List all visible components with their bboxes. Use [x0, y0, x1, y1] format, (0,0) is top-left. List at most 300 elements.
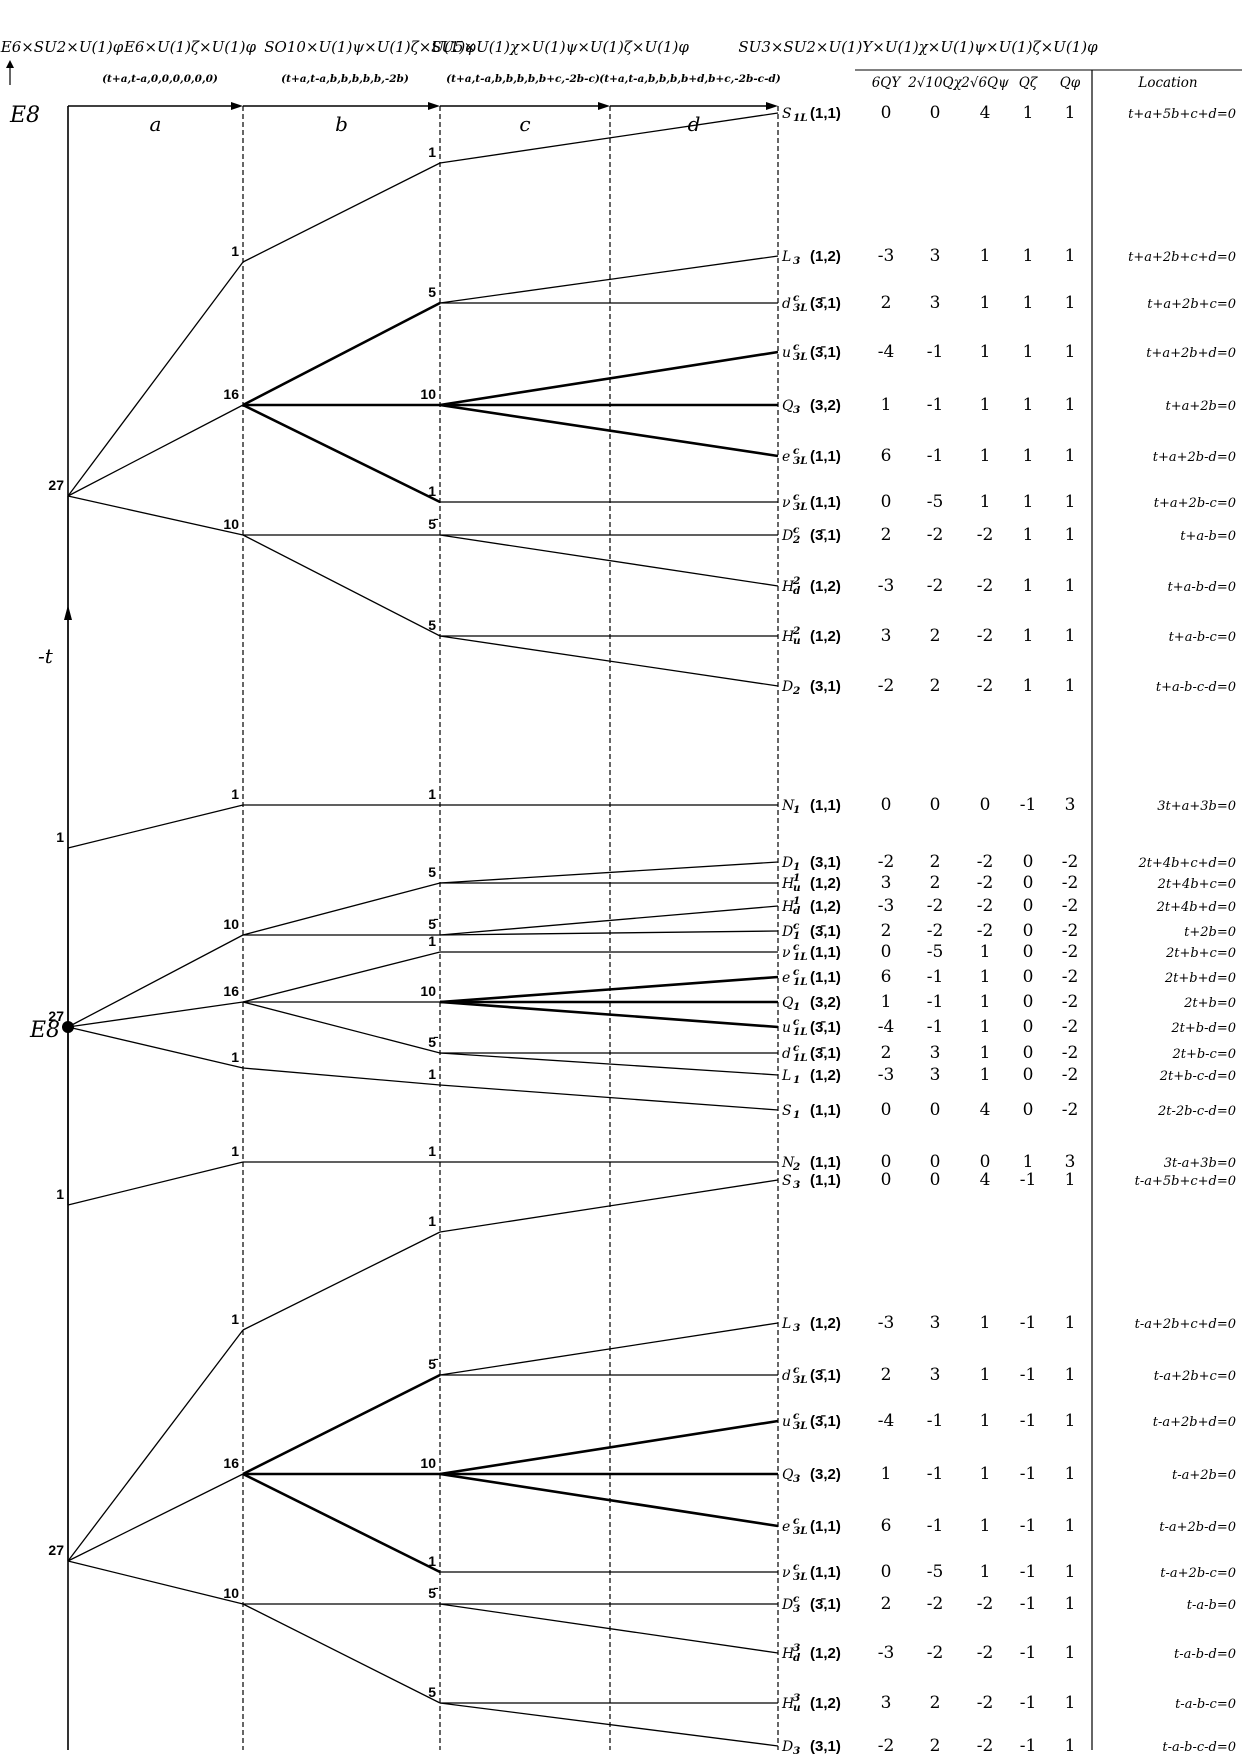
charge-4: -1: [1019, 1693, 1037, 1713]
charge-4: 0: [1022, 1100, 1034, 1120]
field-superscript: c: [793, 491, 800, 503]
charge-1: 0: [880, 795, 892, 815]
row-5: [782, 395, 1236, 416]
field-symbol: ν: [782, 1565, 791, 1581]
branch-edge-11: [68, 935, 243, 1027]
charge-2: -2: [926, 1594, 944, 1614]
field-subscript: 3L: [793, 501, 808, 513]
charge-3: -2: [976, 1594, 994, 1614]
representation: (1,2): [810, 1315, 841, 1332]
charge-3: 0: [979, 1152, 991, 1172]
representation: (1,1): [810, 1102, 841, 1119]
charge-2: 0: [929, 1100, 941, 1120]
field-subscript: u: [793, 1702, 801, 1714]
charge-1: 1: [880, 395, 892, 415]
branch-edge-9: [243, 535, 440, 636]
field-superscript: 3: [793, 1642, 801, 1654]
field-subscript: 2: [793, 534, 801, 546]
location-condition: t+a+5b+c+d=0: [1128, 107, 1236, 122]
charge-3: 1: [979, 967, 991, 987]
field-subscript: 1L: [793, 112, 808, 124]
row-10: [781, 625, 1236, 647]
charge-1: 0: [880, 103, 892, 123]
field-symbol: d: [782, 1368, 791, 1384]
charge-3: 1: [979, 1017, 991, 1037]
charge-1: 1: [880, 1464, 892, 1484]
charge-header-1: 6QY: [871, 75, 901, 91]
location-condition: t+a-b-c=0: [1168, 630, 1236, 645]
charge-3: 1: [979, 1365, 991, 1385]
charge-4: 1: [1022, 492, 1034, 512]
field-subscript: u: [793, 882, 801, 894]
representation: (3,1): [810, 854, 841, 871]
field-subscript: 1: [793, 1001, 801, 1013]
charge-3: 1: [979, 1313, 991, 1333]
segment-label-4: d: [687, 112, 701, 136]
row-31: [782, 1561, 1236, 1583]
charge-2: -1: [926, 967, 944, 987]
field-subscript: 1L: [793, 1052, 808, 1064]
charge-5: 1: [1064, 103, 1076, 123]
charge-2: 0: [929, 103, 941, 123]
location-condition: 2t+4b+c+d=0: [1138, 856, 1236, 871]
charge-3: -2: [976, 873, 994, 893]
charge-4: 0: [1022, 967, 1034, 987]
row-19: [782, 992, 1236, 1013]
row-6: [782, 445, 1236, 467]
node-label-d1: 1: [428, 786, 436, 802]
location-condition: t-a+2b=0: [1171, 1468, 1236, 1483]
charge-3: 4: [979, 1100, 991, 1120]
charge-5: 3: [1064, 795, 1076, 815]
charge-5: 1: [1064, 293, 1076, 313]
node-label-b3: 10: [420, 386, 436, 402]
field-superscript: c: [793, 966, 800, 978]
charge-3: -2: [976, 896, 994, 916]
node-label-e1: 1: [231, 1143, 239, 1159]
charge-4: 0: [1022, 1043, 1034, 1063]
row-16: [781, 920, 1236, 942]
location-condition: 2t+b=0: [1184, 996, 1236, 1011]
representation: (1,1): [810, 1154, 841, 1171]
node-label-w4: 1: [56, 1186, 64, 1202]
representation: (1,1): [810, 448, 841, 465]
branch-edge-15: [243, 883, 440, 935]
charge-5: 1: [1064, 1313, 1076, 1333]
leaf-edge-9: [440, 535, 778, 586]
charge-2: 3: [929, 1313, 941, 1333]
charge-4: -1: [1019, 1464, 1037, 1484]
field-subscript: 1L: [793, 976, 808, 988]
field-subscript: 3L: [793, 1571, 808, 1583]
charge-5: 1: [1064, 1643, 1076, 1663]
charge-header-5: Qφ: [1059, 75, 1081, 91]
field-subscript: 1: [793, 1074, 801, 1086]
charge-4: 1: [1022, 103, 1034, 123]
charge-1: 3: [880, 626, 892, 646]
field-subscript: 3: [793, 1473, 801, 1485]
field-symbol: S: [782, 106, 792, 122]
charge-1: -3: [877, 246, 895, 266]
charge-2: 0: [929, 795, 941, 815]
segment-label-1: a: [149, 112, 162, 136]
leaf-edge-4: [440, 352, 778, 405]
node-label-d6: 5̄: [428, 1034, 436, 1050]
charge-1: 1: [880, 992, 892, 1012]
branch-edge-21: [68, 1162, 243, 1205]
charge-4: 1: [1022, 395, 1034, 415]
representation: (3̄,1): [810, 1596, 841, 1613]
charge-4: -1: [1019, 1516, 1037, 1536]
charge-1: -3: [877, 576, 895, 596]
representation: (1,1): [810, 797, 841, 814]
vev-label-2: (t+a,t-a,b,b,b,b,b,-2b): [281, 73, 409, 85]
branch-edge-23: [68, 1330, 243, 1561]
node-label-h4: 1: [428, 1553, 436, 1569]
top-e8-label: E8: [10, 103, 41, 128]
charge-3: 1: [979, 246, 991, 266]
row-26: [781, 1313, 1236, 1334]
row-28: [782, 1410, 1236, 1432]
representation: (3̄,1): [810, 295, 841, 312]
node-label-h6: 5: [428, 1684, 436, 1700]
node-label-w3: 27: [48, 1008, 64, 1024]
field-subscript: d: [793, 585, 801, 597]
row-21: [782, 1042, 1236, 1064]
charge-2: 3: [929, 1043, 941, 1063]
representation: (3,2): [810, 397, 841, 414]
charge-1: 0: [880, 1170, 892, 1190]
field-symbol: ν: [782, 495, 791, 511]
branch-edge-4: [243, 163, 440, 262]
field-subscript: 2: [793, 685, 801, 697]
representation: (1,2): [810, 1695, 841, 1712]
charge-1: -2: [877, 1736, 895, 1754]
charge-1: -3: [877, 1065, 895, 1085]
row-9: [781, 575, 1236, 597]
charge-1: 0: [880, 942, 892, 962]
leaf-edge-2: [440, 256, 778, 303]
field-symbol: D: [782, 1597, 794, 1613]
node-label-g3: 10: [223, 1585, 239, 1601]
charge-3: 4: [979, 103, 991, 123]
representation: (1,1): [810, 1564, 841, 1581]
charge-5: 1: [1064, 1464, 1076, 1484]
location-condition: t-a+2b-d=0: [1159, 1520, 1236, 1535]
charge-5: 1: [1064, 1365, 1076, 1385]
node-label-f1: 1: [428, 1143, 436, 1159]
branch-edge-26: [243, 1232, 440, 1330]
location-condition: 2t+4b+c=0: [1157, 877, 1236, 892]
field-superscript: 3: [793, 1692, 801, 1704]
branch-edge-31: [243, 1604, 440, 1703]
charge-4: -1: [1019, 1736, 1037, 1754]
location-condition: t-a+2b-c=0: [1160, 1566, 1236, 1581]
charge-1: 2: [880, 1365, 892, 1385]
segment-label-2: b: [335, 112, 348, 136]
branch-edge-2: [68, 405, 243, 496]
branch-edge-20: [243, 1068, 440, 1085]
node-label-h2: 5̄: [428, 1356, 436, 1372]
field-rows: [781, 103, 1236, 1754]
charge-2: -2: [926, 525, 944, 545]
charge-1: 3: [880, 1693, 892, 1713]
charge-5: 1: [1064, 1516, 1076, 1536]
representation: (1,2): [810, 898, 841, 915]
representation: (1,1): [810, 1518, 841, 1535]
leaf-edge-26: [440, 1323, 778, 1375]
field-superscript: c: [793, 292, 800, 304]
charge-1: 6: [880, 967, 892, 987]
node-label-w5: 27: [48, 1542, 64, 1558]
leaf-edge-25: [440, 1180, 778, 1232]
charge-2: -5: [926, 492, 944, 512]
charge-4: 0: [1022, 852, 1034, 872]
location-condition: 2t+b+d=0: [1164, 971, 1236, 986]
charge-3: -2: [976, 626, 994, 646]
node-label-g2: 16: [223, 1455, 239, 1471]
field-subscript: d: [793, 905, 801, 917]
location-condition: 2t+b-d=0: [1171, 1021, 1236, 1036]
field-superscript: 1: [793, 895, 801, 907]
node-label-w2: 1: [56, 829, 64, 845]
node-label-d4: 1: [428, 933, 436, 949]
branch-edge-1: [68, 262, 243, 496]
charge-5: 1: [1064, 1562, 1076, 1582]
representation: (3,2): [810, 994, 841, 1011]
field-subscript: 2: [793, 1161, 801, 1173]
charge-2: -5: [926, 942, 944, 962]
charge-3: 1: [979, 395, 991, 415]
charge-4: 0: [1022, 921, 1034, 941]
location-condition: t-a+5b+c+d=0: [1134, 1174, 1236, 1189]
node-label-b2: 5: [428, 284, 436, 300]
charge-4: -1: [1019, 1365, 1037, 1385]
charge-2: -2: [926, 576, 944, 596]
charge-3: -2: [976, 525, 994, 545]
charge-5: 1: [1064, 1736, 1076, 1754]
charge-2: 2: [929, 626, 941, 646]
row-30: [782, 1515, 1236, 1537]
field-superscript: c: [793, 941, 800, 953]
location-condition: 2t+b-c-d=0: [1159, 1069, 1236, 1084]
location-condition: 3t-a+3b=0: [1163, 1156, 1236, 1171]
node-label-b6: 5: [428, 617, 436, 633]
charge-4: 1: [1022, 446, 1034, 466]
field-subscript: 1: [793, 1109, 801, 1121]
field-symbol: D: [782, 679, 794, 695]
charge-5: 1: [1064, 1170, 1076, 1190]
row-22: [781, 1065, 1236, 1086]
field-subscript: 3: [793, 1179, 801, 1191]
charge-1: 2: [880, 525, 892, 545]
charge-5: 1: [1064, 1693, 1076, 1713]
charge-4: 1: [1022, 1152, 1034, 1172]
charge-1: 6: [880, 1516, 892, 1536]
field-symbol: u: [782, 1020, 792, 1036]
charge-2: -1: [926, 342, 944, 362]
representation: (3̄,1): [810, 923, 841, 940]
charge-1: 0: [880, 1100, 892, 1120]
representation: (3,1): [810, 1738, 841, 1754]
location-condition: t-a+2b+c=0: [1153, 1369, 1236, 1384]
charge-3: 1: [979, 1562, 991, 1582]
leaf-edge-16: [440, 931, 778, 935]
charge-5: 3: [1064, 1152, 1076, 1172]
group-header-4: SU5×U(1)χ×U(1)ψ×U(1)ζ×U(1)φ: [431, 38, 689, 56]
row-7: [782, 491, 1236, 513]
charge-2: -2: [926, 896, 944, 916]
charge-1: -4: [877, 1017, 895, 1037]
charge-4: 1: [1022, 342, 1034, 362]
charge-2: 3: [929, 1065, 941, 1085]
field-subscript: 1: [793, 930, 801, 942]
leaf-edge-6: [440, 405, 778, 456]
field-superscript: c: [793, 1593, 800, 1605]
field-symbol: Q: [782, 398, 794, 414]
node-label-a2: 16: [223, 386, 239, 402]
representation: (1,2): [810, 578, 841, 595]
field-subscript: 3L: [793, 455, 808, 467]
branch-edge-25: [68, 1561, 243, 1604]
field-symbol: Q: [782, 1467, 794, 1483]
charge-3: 1: [979, 342, 991, 362]
charge-4: 1: [1022, 576, 1034, 596]
node-label-d5: 10: [420, 983, 436, 999]
branch-edge-19: [243, 1002, 440, 1053]
representation: (1,2): [810, 248, 841, 265]
charge-2: 2: [929, 1736, 941, 1754]
field-subscript: 3L: [793, 1420, 808, 1432]
row-13: [781, 852, 1236, 873]
charge-2: -5: [926, 1562, 944, 1582]
row-2: [781, 246, 1236, 267]
field-symbol: L: [782, 1316, 792, 1332]
charge-3: 0: [979, 795, 991, 815]
charge-3: 1: [979, 492, 991, 512]
charge-3: -2: [976, 1736, 994, 1754]
row-4: [782, 341, 1236, 363]
charge-2: 2: [929, 852, 941, 872]
field-symbol: D: [782, 855, 794, 871]
row-8: [781, 524, 1236, 546]
segment-arrowhead-3: [598, 102, 610, 110]
charge-5: 1: [1064, 246, 1076, 266]
charge-5: -2: [1061, 992, 1079, 1012]
representation: (3̄,1): [810, 1367, 841, 1384]
field-symbol: d: [782, 296, 791, 312]
field-symbol: e: [782, 970, 791, 986]
node-labels: [48, 144, 439, 1700]
leaf-edge-18: [440, 977, 778, 1002]
top-arrow-head: [6, 60, 14, 68]
charge-header-4: Qζ: [1018, 75, 1038, 91]
charge-2: 2: [929, 676, 941, 696]
row-23: [782, 1100, 1236, 1121]
field-subscript: 3L: [793, 351, 808, 363]
representation: (1,1): [810, 944, 841, 961]
charge-1: 6: [880, 446, 892, 466]
charge-3: 4: [979, 1170, 991, 1190]
charge-2: -2: [926, 921, 944, 941]
charge-1: -3: [877, 896, 895, 916]
node-label-c2: 10: [223, 916, 239, 932]
representation: (3̄,1): [810, 1019, 841, 1036]
field-subscript: d: [793, 1652, 801, 1664]
vev-label-4: (t+a,t-a,b,b,b,b+d,b+c,-2b-c-d): [599, 73, 781, 85]
field-symbol: H: [782, 1646, 795, 1662]
field-superscript: c: [793, 341, 800, 353]
field-symbol: e: [782, 449, 791, 465]
field-symbol: ν: [782, 945, 791, 961]
charge-header-2: 2√10Qχ: [908, 75, 962, 91]
representation: (1,1): [810, 969, 841, 986]
node-label-h3: 10: [420, 1455, 436, 1471]
representation: (3̄,1): [810, 1413, 841, 1430]
location-condition: 3t+a+3b=0: [1157, 799, 1236, 814]
node-label-b4: 1: [428, 483, 436, 499]
charge-5: -2: [1061, 1017, 1079, 1037]
field-symbol: S: [782, 1103, 792, 1119]
location-condition: t+a+2b=0: [1165, 399, 1236, 414]
representation: (1,2): [810, 1067, 841, 1084]
branch-edge-10: [68, 805, 243, 848]
charge-2: -1: [926, 395, 944, 415]
representation: (1,2): [810, 875, 841, 892]
row-25: [782, 1170, 1236, 1191]
leaf-edge-15: [440, 906, 778, 935]
field-subscript: 3L: [793, 1525, 808, 1537]
row-35: [781, 1736, 1236, 1754]
branch-edge-5: [243, 303, 440, 405]
location-condition: t-a-b-d=0: [1174, 1647, 1236, 1662]
field-superscript: 2: [793, 625, 801, 637]
field-subscript: 1: [793, 861, 801, 873]
charge-1: 0: [880, 1152, 892, 1172]
field-symbol: d: [782, 1046, 791, 1062]
leaf-edge-11: [440, 636, 778, 686]
charge-1: -3: [877, 1313, 895, 1333]
location-condition: t+a-b=0: [1180, 529, 1236, 544]
location-condition: 2t+4b+d=0: [1156, 900, 1236, 915]
charge-5: 1: [1064, 446, 1076, 466]
row-29: [782, 1464, 1236, 1485]
location-condition: 2t+b+c=0: [1165, 946, 1236, 961]
branch-edge-12: [68, 1002, 243, 1027]
location-condition: t+a+2b-d=0: [1152, 450, 1236, 465]
location-condition: t+a-b-d=0: [1167, 580, 1236, 595]
branch-edge-7: [243, 405, 440, 502]
row-1: [782, 103, 1236, 124]
row-34: [781, 1692, 1236, 1714]
group-header-1: E6×SU2×U(1)φ: [0, 38, 124, 56]
field-symbol: S: [782, 1173, 792, 1189]
charge-5: -2: [1061, 1100, 1079, 1120]
charge-5: 1: [1064, 1411, 1076, 1431]
charge-4: 0: [1022, 942, 1034, 962]
charge-2: -1: [926, 446, 944, 466]
charge-3: -2: [976, 576, 994, 596]
charge-3: 1: [979, 446, 991, 466]
node-label-h1: 1: [428, 1213, 436, 1229]
leaf-edge-30: [440, 1474, 778, 1526]
charge-2: 3: [929, 1365, 941, 1385]
charge-5: 1: [1064, 576, 1076, 596]
charge-1: 3: [880, 873, 892, 893]
node-label-d3: 5̄: [428, 916, 436, 932]
location-condition: t+a-b-c-d=0: [1155, 680, 1236, 695]
node-label-c1: 1: [231, 786, 239, 802]
